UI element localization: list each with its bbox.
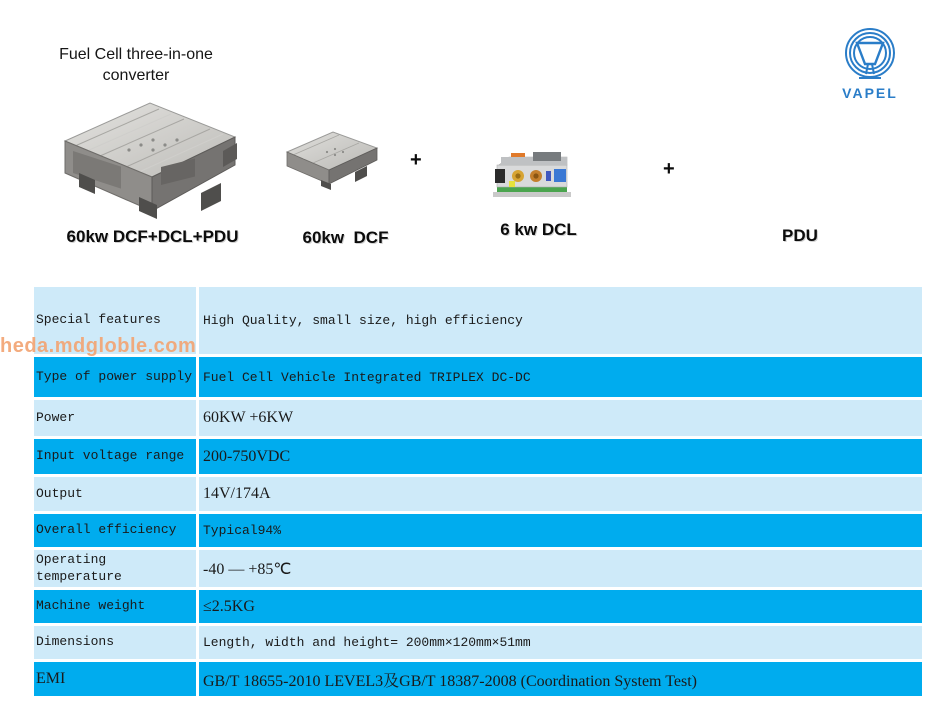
row-operating-temperature: [34, 550, 922, 587]
dcl-module-illustration: [491, 143, 573, 201]
product-label-6kw-dcl: 6 kw DCL: [500, 220, 577, 239]
page-title: [36, 44, 236, 86]
page-title-line1: Fuel Cell three-in-one: [59, 46, 213, 63]
vapel-logo: [838, 26, 902, 101]
spec-label: EMI: [34, 662, 196, 696]
row-dimensions: [34, 626, 922, 659]
spec-value: High Quality, small size, high efficiency: [199, 287, 922, 354]
product-label-60kw-dcf: 60kw DCF: [302, 228, 389, 247]
vapel-logo-text: VAPEL: [842, 85, 898, 101]
spec-value: 14V/174A: [199, 477, 922, 511]
row-emi: [34, 662, 922, 696]
row-type-of-power-supply: [34, 357, 922, 397]
spec-value: Typical94%: [199, 514, 922, 547]
row-machine-weight: [34, 590, 922, 623]
spec-value: 200-750VDC: [199, 439, 922, 474]
page-title-line2: converter: [102, 67, 170, 84]
spec-label: Dimensions: [34, 626, 196, 659]
product-image-60kw-dcf: [281, 126, 381, 197]
row-input-voltage-range: [34, 439, 922, 474]
spec-value: Fuel Cell Vehicle Integrated TRIPLEX DC-DC: [199, 357, 922, 397]
spec-label: Machine weight: [34, 590, 196, 623]
product-image-6kw-dcl: [491, 143, 573, 206]
spec-label: Special features: [34, 287, 196, 354]
spec-label: Operating temperature: [34, 550, 196, 587]
spec-value: -40 — +85℃: [199, 550, 922, 587]
vapel-logo-icon: [841, 26, 899, 82]
spec-value: ≤2.5KG: [199, 590, 922, 623]
product-image-60kw-dcf-dcl-pdu: [53, 93, 243, 226]
row-power: [34, 400, 922, 436]
plus-sign-2: +: [663, 158, 675, 180]
spec-label: Power: [34, 400, 196, 436]
spec-value: GB/T 18655-2010 LEVEL3及GB/T 18387-2008 (Coordination System Test): [199, 662, 922, 696]
spec-label: Output: [34, 477, 196, 511]
converter-small-illustration: [281, 126, 381, 192]
converter-large-illustration: [53, 93, 243, 221]
product-label-60kw-dcf-dcl-pdu: 60kw DCF+DCL+PDU: [66, 227, 239, 246]
spec-label: Input voltage range: [34, 439, 196, 474]
row-overall-efficiency: [34, 514, 922, 547]
product-label-pdu: PDU: [782, 226, 818, 245]
spec-label: Type of power supply: [34, 357, 196, 397]
spec-value: 60KW +6KW: [199, 400, 922, 436]
spec-label: Overall efficiency: [34, 514, 196, 547]
row-output: [34, 477, 922, 511]
plus-sign-1: +: [410, 149, 422, 171]
spec-value: Length, width and height= 200mm×120mm×51mm: [199, 626, 922, 659]
watermark-text: heda.mdgloble.com: [0, 335, 197, 357]
